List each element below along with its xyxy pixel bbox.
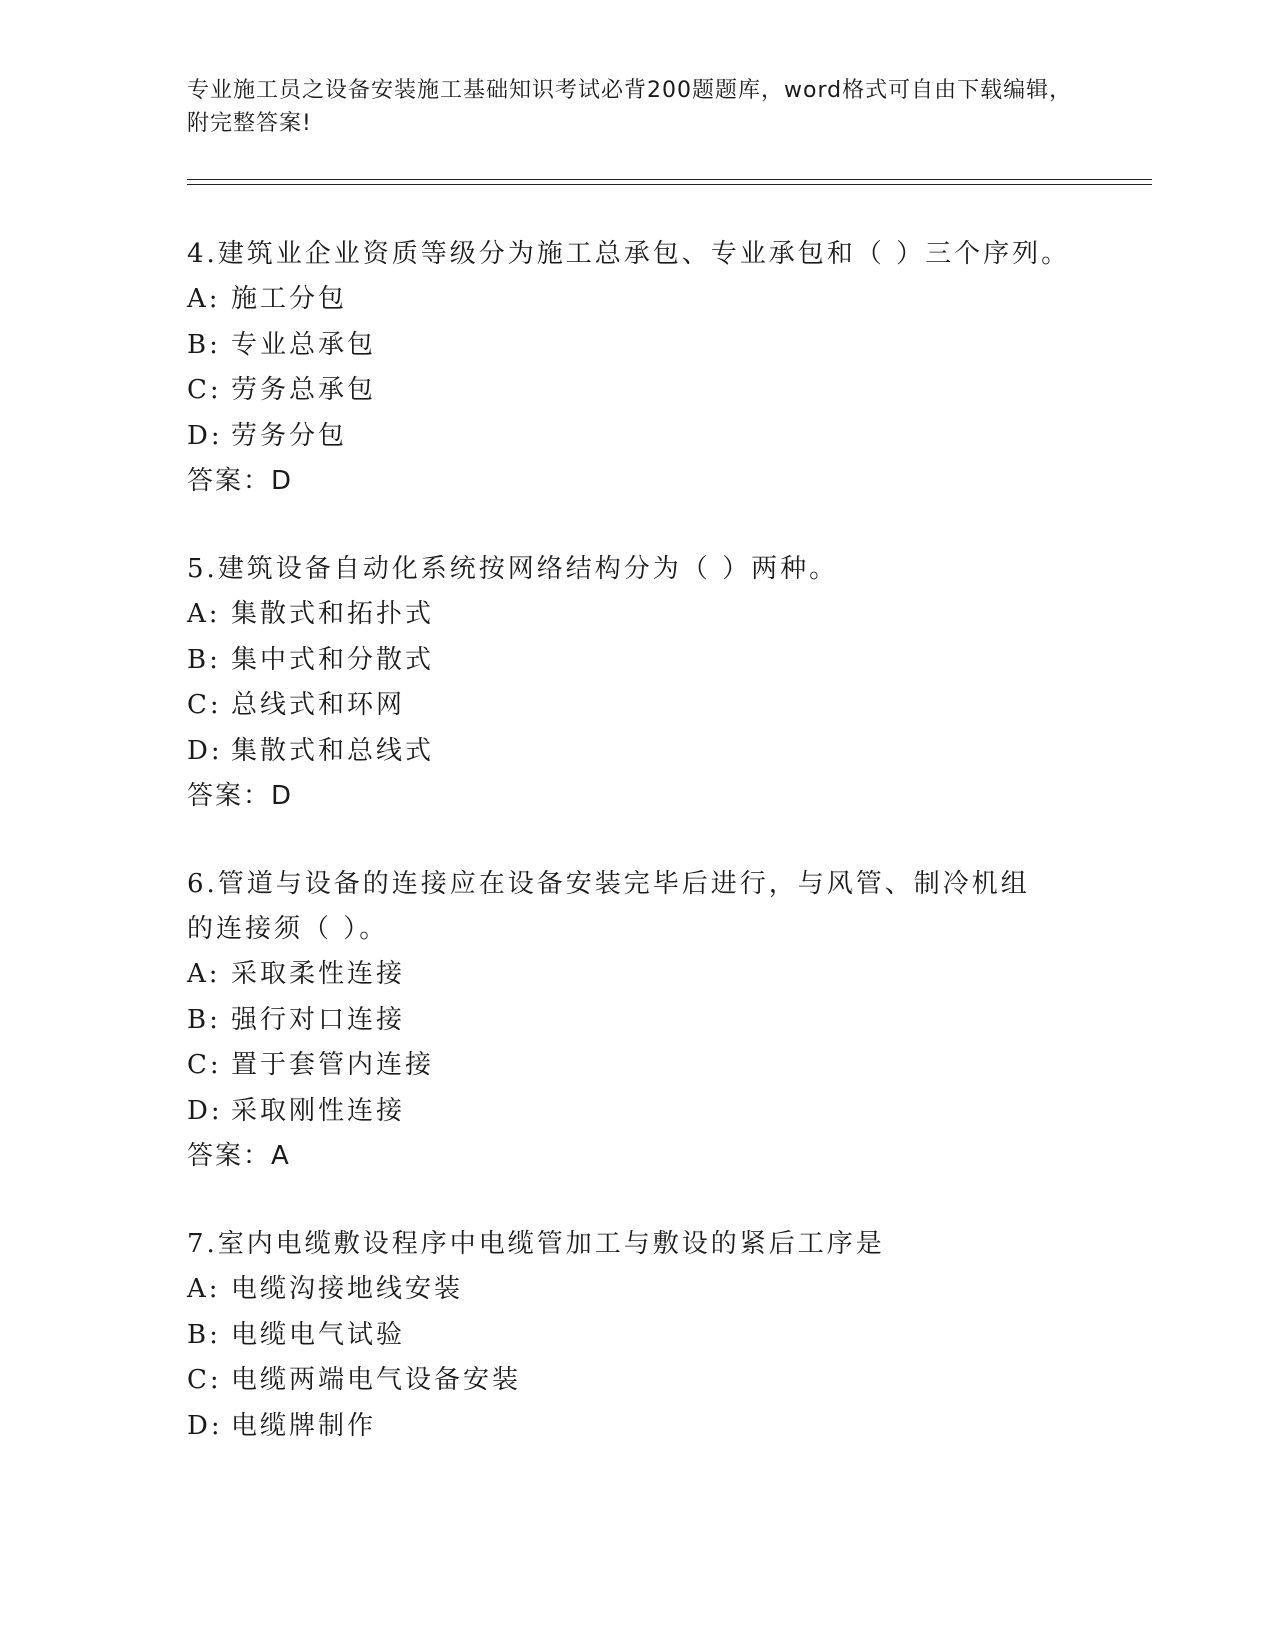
option-d	[187, 729, 1087, 775]
option-c	[187, 368, 1087, 414]
option-text: 劳务总承包	[231, 375, 377, 405]
option-letter: D:	[187, 735, 223, 766]
document-header: 专业施工员之设备安装施工基础知识考试必背200题题库，word格式可自由下载编辑，附完整答案!	[187, 78, 1073, 136]
option-letter: C:	[187, 1365, 222, 1395]
option-letter: B:	[187, 1004, 221, 1035]
question-6	[187, 862, 1087, 1179]
header-rule-bottom	[187, 184, 1152, 185]
option-c	[187, 683, 1087, 729]
option-b	[187, 998, 1087, 1044]
answer-value: D	[271, 466, 294, 496]
header-rule-top	[187, 179, 1152, 180]
option-d	[187, 1404, 1087, 1450]
option-letter: B:	[187, 1319, 221, 1350]
option-letter: A:	[187, 1274, 221, 1304]
option-letter: D:	[187, 420, 223, 451]
question-5	[187, 547, 1087, 819]
option-a	[187, 592, 1087, 638]
question-7	[187, 1222, 1087, 1449]
option-a	[187, 277, 1087, 323]
option-letter: C:	[187, 1050, 222, 1080]
option-letter: B:	[187, 644, 221, 675]
option-text: 专业总承包	[231, 329, 377, 360]
answer	[187, 774, 1087, 819]
option-text: 采取柔性连接	[231, 959, 406, 989]
option-text: 劳务分包	[231, 420, 348, 451]
option-letter: D:	[187, 1410, 223, 1441]
option-c	[187, 1043, 1087, 1089]
option-text: 采取刚性连接	[231, 1095, 406, 1126]
option-b	[187, 323, 1087, 369]
option-letter: D:	[187, 1095, 223, 1126]
answer-value: A	[271, 1141, 291, 1171]
question-text: 4.建筑业企业资质等级分为施工总承包、专业承包和（ ）三个序列。	[187, 239, 1071, 269]
option-letter: B:	[187, 329, 221, 360]
answer	[187, 1134, 1087, 1179]
option-d	[187, 1089, 1087, 1135]
option-text: 集散式和总线式	[231, 735, 435, 766]
option-text: 置于套管内连接	[231, 1050, 435, 1080]
answer-value: D	[271, 781, 294, 811]
question-text: 6.管道与设备的连接应在设备安装完毕后进行，与风管、制冷机组的连接须（ ）。	[187, 869, 1030, 944]
answer	[187, 459, 1087, 504]
option-letter: A:	[187, 599, 221, 629]
option-text: 集散式和拓扑式	[231, 599, 435, 629]
option-text: 集中式和分散式	[231, 644, 435, 675]
option-text: 施工分包	[231, 284, 348, 314]
option-d	[187, 414, 1087, 460]
option-a	[187, 1267, 1087, 1313]
option-text: 电缆牌制作	[231, 1410, 377, 1441]
option-text: 电缆电气试验	[231, 1319, 406, 1350]
option-letter: A:	[187, 284, 221, 314]
answer-label: 答案：	[187, 1141, 272, 1171]
option-b	[187, 638, 1087, 684]
option-a	[187, 952, 1087, 998]
option-c	[187, 1358, 1087, 1404]
answer-label: 答案：	[187, 781, 272, 811]
option-letter: C:	[187, 690, 222, 720]
question-text: 7.室内电缆敷设程序中电缆管加工与敷设的紧后工序是	[187, 1229, 885, 1259]
option-text: 电缆沟接地线安装	[231, 1274, 464, 1304]
option-text: 强行对口连接	[231, 1004, 406, 1035]
question-4	[187, 232, 1087, 504]
option-letter: C:	[187, 375, 222, 405]
answer-label: 答案：	[187, 466, 272, 496]
option-b	[187, 1313, 1087, 1359]
option-text: 总线式和环网	[231, 690, 406, 720]
option-letter: A:	[187, 959, 221, 989]
option-text: 电缆两端电气设备安装	[231, 1365, 522, 1395]
question-text: 5.建筑设备自动化系统按网络结构分为（ ）两种。	[187, 554, 839, 584]
